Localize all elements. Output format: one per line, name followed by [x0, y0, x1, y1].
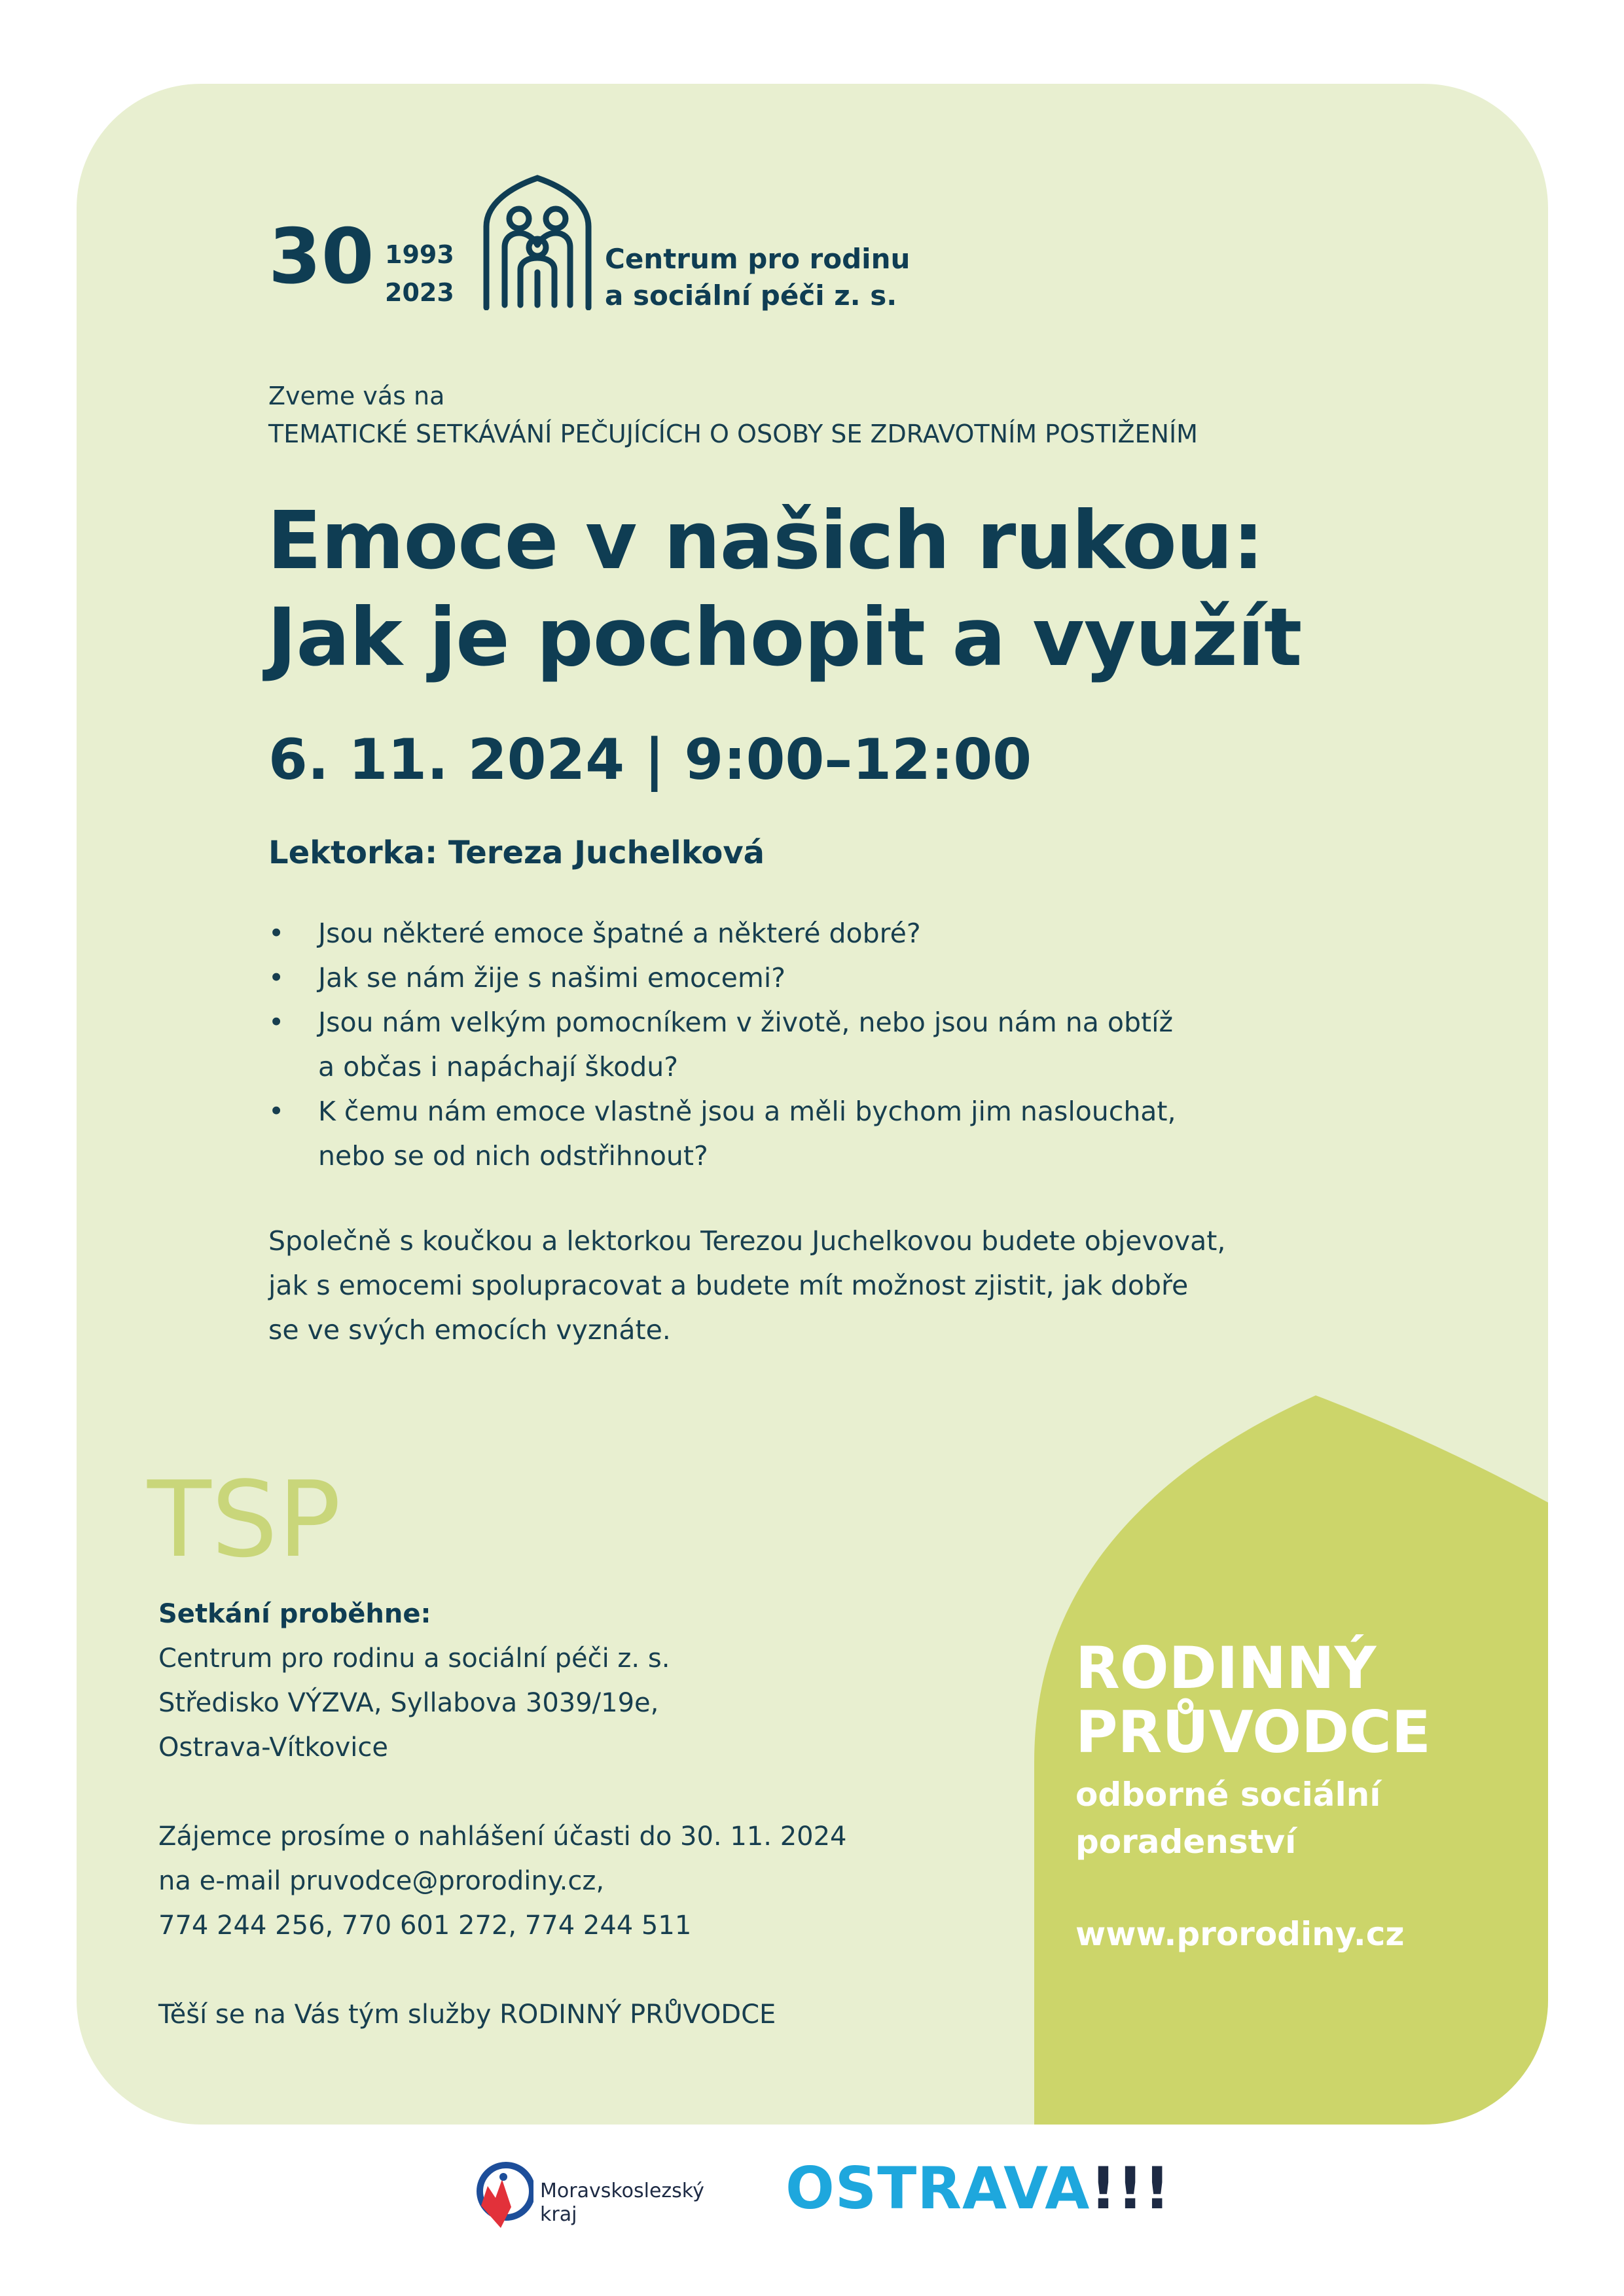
invitation-intro [268, 377, 1198, 453]
event-date-time: 6. 11. 2024 | 9:00–12:00 [268, 727, 1032, 793]
service-title-1: RODINNÝ [1075, 1634, 1377, 1702]
organization-name [605, 241, 910, 314]
intro-line-2: TEMATICKÉ SETKÁVÁNÍ PEČUJÍCÍCH O OSOBY SE ZDRAVOTNÍM POSTIŽENÍM [268, 420, 1198, 448]
city-exclaim: !!! [1090, 2155, 1171, 2222]
year-end: 2023 [385, 278, 454, 307]
anniversary-years [385, 236, 454, 312]
topic-list [268, 911, 1381, 1178]
year-start: 1993 [385, 240, 454, 269]
service-block [1075, 1636, 1431, 1953]
event-lecturer: Lektorka: Tereza Juchelková [268, 834, 765, 871]
event-description: Společně s koučkou a lektorkou Terezou Juchelkovou budete objevovat, jak s emocemi spolupracovat a budete mít možnost zjistit, jak dobře se ve svých emocích vyznáte. [268, 1225, 1226, 1346]
service-subtitle: odborné sociální poradenství [1075, 1776, 1381, 1861]
intro-line-1: Zveme vás na [268, 382, 445, 410]
org-line-1: Centrum pro rodinu [605, 243, 911, 275]
moravskoslezsky-kraj-logo-icon [475, 2160, 533, 2232]
event-info [158, 1592, 846, 2037]
city-name: OSTRAVA [785, 2155, 1091, 2222]
anniversary-number: 30 [268, 213, 374, 301]
registration-line-3: 774 244 256, 770 601 272, 774 244 511 [158, 1910, 692, 1941]
title-line-1: Emoce v našich rukou: [267, 494, 1264, 587]
list-item: • K čemu nám emoce vlastně jsou a měli bychom jim naslouchat, nebo se od nich odstřihnout? [268, 1089, 1381, 1178]
list-item: • Jsou nám velkým pomocníkem v životě, nebo jsou nám na obtíž a občas i napáchají škodu? [268, 1000, 1381, 1089]
venue-line-2: Středisko VÝZVA, Syllabova 3039/19e, [158, 1688, 659, 1718]
family-church-logo-icon [481, 174, 594, 310]
tsp-label: TSP [147, 1458, 341, 1581]
title-line-2: Jak je pochopit a využít [267, 591, 1302, 684]
event-title [267, 492, 1301, 686]
website-link[interactable]: www.prorodiny.cz [1075, 1915, 1405, 1953]
venue-label: Setkání proběhne: [158, 1599, 431, 1629]
region-name: Moravskoslezský kraj [540, 2179, 704, 2226]
list-item: • Jak se nám žije s našimi emocemi? [268, 956, 1381, 1000]
service-title-2: PRŮVODCE [1075, 1698, 1431, 1766]
registration-line-2: na e-mail pruvodce@prorodiny.cz, [158, 1866, 605, 1896]
venue-line-3: Ostrava-Vítkovice [158, 1732, 388, 1763]
registration-line-1: Zájemce prosíme o nahlášení účasti do 30. 11. 2024 [158, 1821, 847, 1852]
org-line-2: a sociální péči z. s. [605, 279, 897, 312]
ostrava-logo [785, 2155, 1171, 2222]
venue-line-1: Centrum pro rodinu a sociální péči z. s. [158, 1643, 670, 1674]
list-item: • Jsou některé emoce špatné a některé dobré? [268, 911, 1381, 956]
closing-line: Těší se na Vás tým služby RODINNÝ PRŮVODCE [158, 2000, 776, 2030]
